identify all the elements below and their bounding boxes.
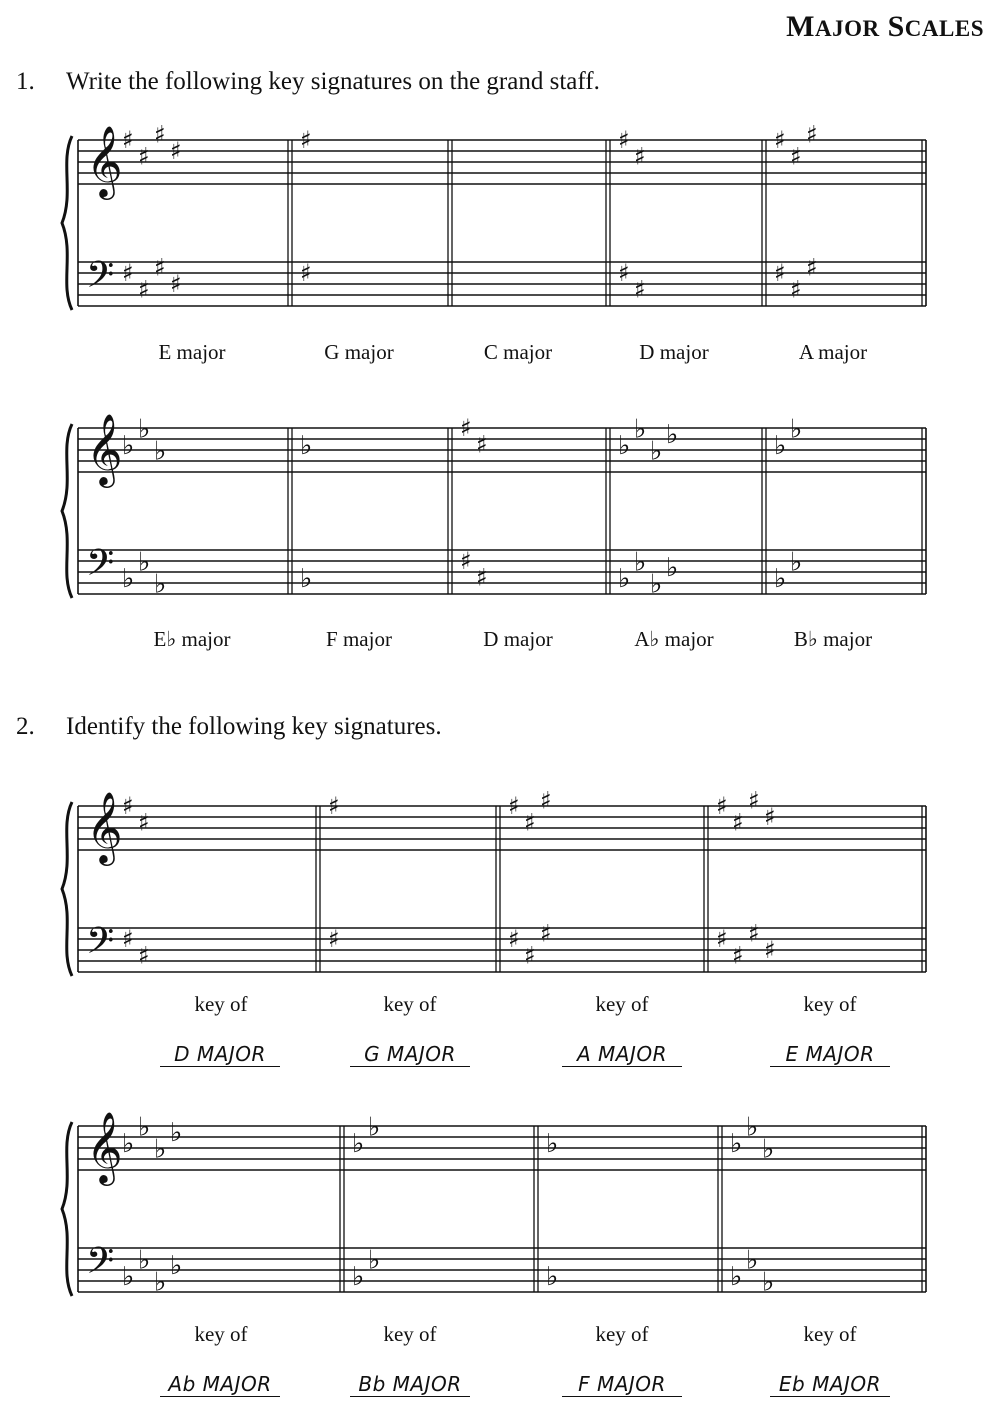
flat-icon: ♭ bbox=[154, 1134, 167, 1165]
key-of-label: key of bbox=[803, 1322, 857, 1346]
sharp-icon: ♯ bbox=[476, 563, 488, 592]
flat-icon: ♭ bbox=[154, 569, 167, 600]
bass-clef-icon: 𝄢 bbox=[86, 542, 115, 593]
flat-icon: ♭ bbox=[650, 569, 663, 600]
sharp-icon: ♯ bbox=[122, 259, 134, 287]
key-label: B♭ major bbox=[793, 627, 873, 651]
flat-icon: ♭ bbox=[154, 436, 167, 467]
sharp-icon: ♯ bbox=[138, 808, 150, 837]
treble-clef-icon: 𝄞 bbox=[86, 124, 123, 197]
flat-icon: ♭ bbox=[546, 1129, 559, 1159]
key-of-label: key of bbox=[194, 1322, 248, 1346]
sharp-icon: ♯ bbox=[790, 275, 802, 304]
key-label: D major bbox=[483, 627, 553, 651]
brace-icon bbox=[62, 802, 72, 976]
flat-icon: ♭ bbox=[730, 1129, 743, 1159]
key-of-label: key of bbox=[595, 992, 649, 1016]
flat-icon: ♭ bbox=[546, 1262, 559, 1292]
sharp-icon: ♯ bbox=[122, 925, 134, 953]
sharp-icon: ♯ bbox=[774, 126, 786, 154]
sharp-icon: ♯ bbox=[764, 803, 776, 831]
sharp-icon: ♯ bbox=[508, 792, 520, 820]
sharp-icon: ♯ bbox=[524, 941, 536, 970]
flat-icon: ♭ bbox=[762, 1267, 775, 1298]
flat-icon: ♭ bbox=[730, 1262, 743, 1292]
flat-icon: ♭ bbox=[138, 1245, 151, 1276]
sharp-icon: ♯ bbox=[748, 786, 760, 815]
flat-icon: ♭ bbox=[300, 564, 313, 594]
sharp-icon: ♯ bbox=[634, 142, 646, 171]
key-of-label: key of bbox=[194, 992, 248, 1016]
sharp-icon: ♯ bbox=[618, 259, 630, 287]
sharp-icon: ♯ bbox=[716, 925, 728, 953]
sharp-icon: ♯ bbox=[122, 792, 134, 820]
sharp-icon: ♯ bbox=[634, 275, 646, 304]
sharp-icon: ♯ bbox=[774, 259, 786, 287]
answer-field[interactable]: Eb MAJOR bbox=[770, 1372, 890, 1397]
brace-icon bbox=[62, 1122, 72, 1296]
flat-icon: ♭ bbox=[762, 1134, 775, 1165]
sharp-icon: ♯ bbox=[732, 808, 744, 837]
sharp-icon: ♯ bbox=[716, 792, 728, 820]
sharp-icon: ♯ bbox=[170, 270, 182, 298]
flat-icon: ♭ bbox=[634, 414, 647, 445]
flat-icon: ♭ bbox=[634, 547, 647, 578]
sharp-icon: ♯ bbox=[806, 253, 818, 282]
flat-icon: ♭ bbox=[170, 1118, 183, 1148]
flat-icon: ♭ bbox=[122, 1129, 135, 1159]
sharp-icon: ♯ bbox=[540, 919, 552, 948]
key-of-label: key of bbox=[383, 992, 437, 1016]
question-number: 2. bbox=[16, 713, 35, 740]
flat-icon: ♭ bbox=[352, 1129, 365, 1159]
flat-icon: ♭ bbox=[790, 547, 803, 578]
brace-icon bbox=[62, 136, 72, 310]
question-text: Identify the following key signatures. bbox=[66, 713, 442, 740]
flat-icon: ♭ bbox=[300, 431, 313, 461]
flat-icon: ♭ bbox=[618, 431, 631, 461]
sharp-icon: ♯ bbox=[328, 792, 340, 820]
sharp-icon: ♯ bbox=[170, 137, 182, 165]
answer-field[interactable]: A MAJOR bbox=[562, 1042, 682, 1067]
sharp-icon: ♯ bbox=[732, 941, 744, 970]
bass-clef-icon: 𝄢 bbox=[86, 254, 115, 305]
sharp-icon: ♯ bbox=[138, 275, 150, 304]
sharp-icon: ♯ bbox=[618, 126, 630, 154]
flat-icon: ♭ bbox=[774, 564, 787, 594]
treble-clef-icon: 𝄞 bbox=[86, 790, 123, 863]
question-number: 1. bbox=[16, 68, 35, 95]
sharp-icon: ♯ bbox=[764, 936, 776, 964]
key-of-label: key of bbox=[595, 1322, 649, 1346]
page-title: MAJOR SCALES bbox=[786, 10, 984, 43]
answer-field[interactable]: G MAJOR bbox=[350, 1042, 470, 1067]
flat-icon: ♭ bbox=[352, 1262, 365, 1292]
sharp-icon: ♯ bbox=[476, 430, 488, 459]
flat-icon: ♭ bbox=[154, 1267, 167, 1298]
flat-icon: ♭ bbox=[138, 414, 151, 445]
key-label: F major bbox=[326, 627, 392, 651]
key-label: A♭ major bbox=[634, 627, 714, 651]
answer-field[interactable]: F MAJOR bbox=[562, 1372, 682, 1397]
sharp-icon: ♯ bbox=[806, 120, 818, 149]
key-of-label: key of bbox=[803, 992, 857, 1016]
flat-icon: ♭ bbox=[122, 431, 135, 461]
flat-icon: ♭ bbox=[138, 1112, 151, 1143]
flat-icon: ♭ bbox=[650, 436, 663, 467]
sharp-icon: ♯ bbox=[748, 919, 760, 948]
sharp-icon: ♯ bbox=[138, 941, 150, 970]
flat-icon: ♭ bbox=[746, 1112, 759, 1143]
key-label: A major bbox=[798, 340, 868, 364]
flat-icon: ♭ bbox=[618, 564, 631, 594]
flat-icon: ♭ bbox=[138, 547, 151, 578]
sharp-icon: ♯ bbox=[154, 253, 166, 282]
sharp-icon: ♯ bbox=[154, 120, 166, 149]
sharp-icon: ♯ bbox=[300, 126, 312, 154]
flat-icon: ♭ bbox=[666, 553, 679, 583]
answer-field[interactable]: E MAJOR bbox=[770, 1042, 890, 1067]
answer-field[interactable]: D MAJOR bbox=[160, 1042, 280, 1067]
flat-icon: ♭ bbox=[774, 431, 787, 461]
flat-icon: ♭ bbox=[368, 1245, 381, 1276]
key-label: D major bbox=[639, 340, 709, 364]
flat-icon: ♭ bbox=[666, 420, 679, 450]
answer-field[interactable]: Ab MAJOR bbox=[160, 1372, 280, 1397]
flat-icon: ♭ bbox=[746, 1245, 759, 1276]
sharp-icon: ♯ bbox=[540, 786, 552, 815]
flat-icon: ♭ bbox=[122, 1262, 135, 1292]
sharp-icon: ♯ bbox=[328, 925, 340, 953]
sharp-icon: ♯ bbox=[524, 808, 536, 837]
key-label: E♭ major bbox=[153, 627, 231, 651]
flat-icon: ♭ bbox=[122, 564, 135, 594]
treble-clef-icon: 𝄞 bbox=[86, 1110, 123, 1183]
answer-field[interactable]: Bb MAJOR bbox=[350, 1372, 470, 1397]
sharp-icon: ♯ bbox=[790, 142, 802, 171]
sharp-icon: ♯ bbox=[460, 547, 472, 575]
sharp-icon: ♯ bbox=[508, 925, 520, 953]
sharp-icon: ♯ bbox=[122, 126, 134, 154]
flat-icon: ♭ bbox=[368, 1112, 381, 1143]
key-of-label: key of bbox=[383, 1322, 437, 1346]
key-label: C major bbox=[483, 340, 553, 364]
flat-icon: ♭ bbox=[790, 414, 803, 445]
treble-clef-icon: 𝄞 bbox=[86, 412, 123, 485]
brace-icon bbox=[62, 424, 72, 598]
sharp-icon: ♯ bbox=[300, 259, 312, 287]
bass-clef-icon: 𝄢 bbox=[86, 1240, 115, 1291]
sharp-icon: ♯ bbox=[460, 414, 472, 442]
question-text: Write the following key signatures on the grand staff. bbox=[66, 68, 600, 95]
flat-icon: ♭ bbox=[170, 1251, 183, 1281]
key-label: E major bbox=[158, 340, 226, 364]
key-label: G major bbox=[324, 340, 394, 364]
bass-clef-icon: 𝄢 bbox=[86, 920, 115, 971]
sharp-icon: ♯ bbox=[138, 142, 150, 171]
